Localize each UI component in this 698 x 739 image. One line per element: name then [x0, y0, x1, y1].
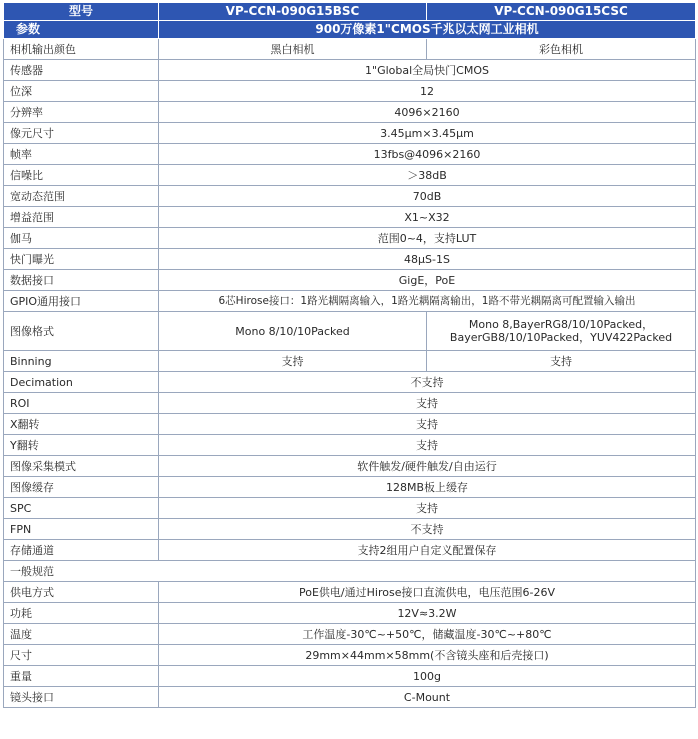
spec-table: [3, 2, 696, 708]
row-key: GPIO通用接口: [4, 291, 159, 312]
row-key: 位深: [4, 81, 159, 102]
row-value: 1"Global全局快门CMOS: [159, 60, 696, 81]
row-key: SPC: [4, 498, 159, 519]
row-value-mono: 黑白相机: [159, 39, 427, 60]
row-key: 相机输出颜色: [4, 39, 159, 60]
row-key: 供电方式: [4, 582, 159, 603]
row-key: 图像缓存: [4, 477, 159, 498]
table-row: [4, 165, 696, 186]
table-row: [4, 291, 696, 312]
row-value-mono: Mono 8/10/10Packed: [159, 312, 427, 351]
table-row: [4, 435, 696, 456]
row-value: X1~X32: [159, 207, 696, 228]
row-value: 3.45μm×3.45μm: [159, 123, 696, 144]
table-row: [4, 456, 696, 477]
row-value: 48μS-1S: [159, 249, 696, 270]
row-value: 6芯Hirose接口：1路光耦隔离输入，1路光耦隔离输出，1路不带光耦隔离可配置输入输出: [159, 291, 696, 312]
model-bsc: VP-CCN-090G15BSC: [159, 3, 427, 21]
row-value: 支持: [159, 393, 696, 414]
row-key: 重量: [4, 666, 159, 687]
table-row: [4, 81, 696, 102]
row-value: 支持: [159, 414, 696, 435]
table-row: [4, 144, 696, 165]
table-row: [4, 39, 696, 60]
row-key: 增益范围: [4, 207, 159, 228]
row-value: 4096×2160: [159, 102, 696, 123]
row-value: 13fbs@4096×2160: [159, 144, 696, 165]
row-key: 快门曝光: [4, 249, 159, 270]
section-row: [4, 561, 696, 582]
row-value: 70dB: [159, 186, 696, 207]
row-value: 29mm×44mm×58mm(不含镜头座和后壳接口): [159, 645, 696, 666]
table-row: [4, 687, 696, 708]
row-key: 图像格式: [4, 312, 159, 351]
table-row: [4, 624, 696, 645]
row-value: 12: [159, 81, 696, 102]
model-header-row: [4, 3, 696, 21]
row-key: 温度: [4, 624, 159, 645]
row-key: X翻转: [4, 414, 159, 435]
row-key: 帧率: [4, 144, 159, 165]
table-row: [4, 414, 696, 435]
table-row: [4, 186, 696, 207]
row-key: 信噪比: [4, 165, 159, 186]
row-key: FPN: [4, 519, 159, 540]
table-row: [4, 477, 696, 498]
model-csc: VP-CCN-090G15CSC: [427, 3, 696, 21]
row-value: 不支持: [159, 372, 696, 393]
row-key: Y翻转: [4, 435, 159, 456]
params-header-row: [4, 21, 696, 39]
row-value-color: 支持: [427, 351, 696, 372]
table-row: [4, 270, 696, 291]
row-key: 伽马: [4, 228, 159, 249]
row-key: 传感器: [4, 60, 159, 81]
table-row: [4, 228, 696, 249]
table-row: [4, 351, 696, 372]
params-label: 参数: [4, 21, 159, 39]
general-section-title: 一般规范: [4, 561, 696, 582]
row-value-color: 彩色相机: [427, 39, 696, 60]
row-key: 图像采集模式: [4, 456, 159, 477]
table-row: [4, 498, 696, 519]
row-value-color-line2: BayerGB8/10/10Packed，YUV422Packed: [449, 331, 673, 344]
row-value: PoE供电/通过Hirose接口直流供电，电压范围6-26V: [159, 582, 696, 603]
row-key: ROI: [4, 393, 159, 414]
row-value: ＞38dB: [159, 165, 696, 186]
product-title: 900万像素1"CMOS千兆以太网工业相机: [159, 21, 696, 39]
row-key: 分辨率: [4, 102, 159, 123]
row-key: 存储通道: [4, 540, 159, 561]
table-row: [4, 123, 696, 144]
table-row: [4, 393, 696, 414]
row-key: Decimation: [4, 372, 159, 393]
table-row: [4, 519, 696, 540]
table-row: [4, 666, 696, 687]
row-value: GigE，PoE: [159, 270, 696, 291]
table-row: [4, 249, 696, 270]
model-label: 型号: [4, 3, 159, 21]
row-value: 支持: [159, 435, 696, 456]
row-value: C-Mount: [159, 687, 696, 708]
row-value: 12V≈3.2W: [159, 603, 696, 624]
row-value: 128MB板上缓存: [159, 477, 696, 498]
table-row: [4, 540, 696, 561]
row-value: 不支持: [159, 519, 696, 540]
table-row: [4, 102, 696, 123]
table-row: [4, 603, 696, 624]
row-value-mono: 支持: [159, 351, 427, 372]
row-key: 数据接口: [4, 270, 159, 291]
row-value-color-line1: Mono 8,BayerRG8/10/10Packed，: [468, 318, 654, 331]
row-key: 像元尺寸: [4, 123, 159, 144]
row-key: 功耗: [4, 603, 159, 624]
row-value: 范围0~4，支持LUT: [159, 228, 696, 249]
row-value: 100g: [159, 666, 696, 687]
table-row: [4, 372, 696, 393]
row-value: 工作温度-30℃~+50℃，储藏温度-30℃~+80℃: [159, 624, 696, 645]
table-row: [4, 645, 696, 666]
row-key: Binning: [4, 351, 159, 372]
row-value: 软件触发/硬件触发/自由运行: [159, 456, 696, 477]
table-row: [4, 582, 696, 603]
row-key: 镜头接口: [4, 687, 159, 708]
row-key: 尺寸: [4, 645, 159, 666]
table-row: [4, 60, 696, 81]
table-row: [4, 207, 696, 228]
row-value: 支持2组用户自定义配置保存: [159, 540, 696, 561]
table-row: [4, 312, 696, 351]
row-key: 宽动态范围: [4, 186, 159, 207]
row-value-color: [427, 312, 696, 351]
row-value: 支持: [159, 498, 696, 519]
